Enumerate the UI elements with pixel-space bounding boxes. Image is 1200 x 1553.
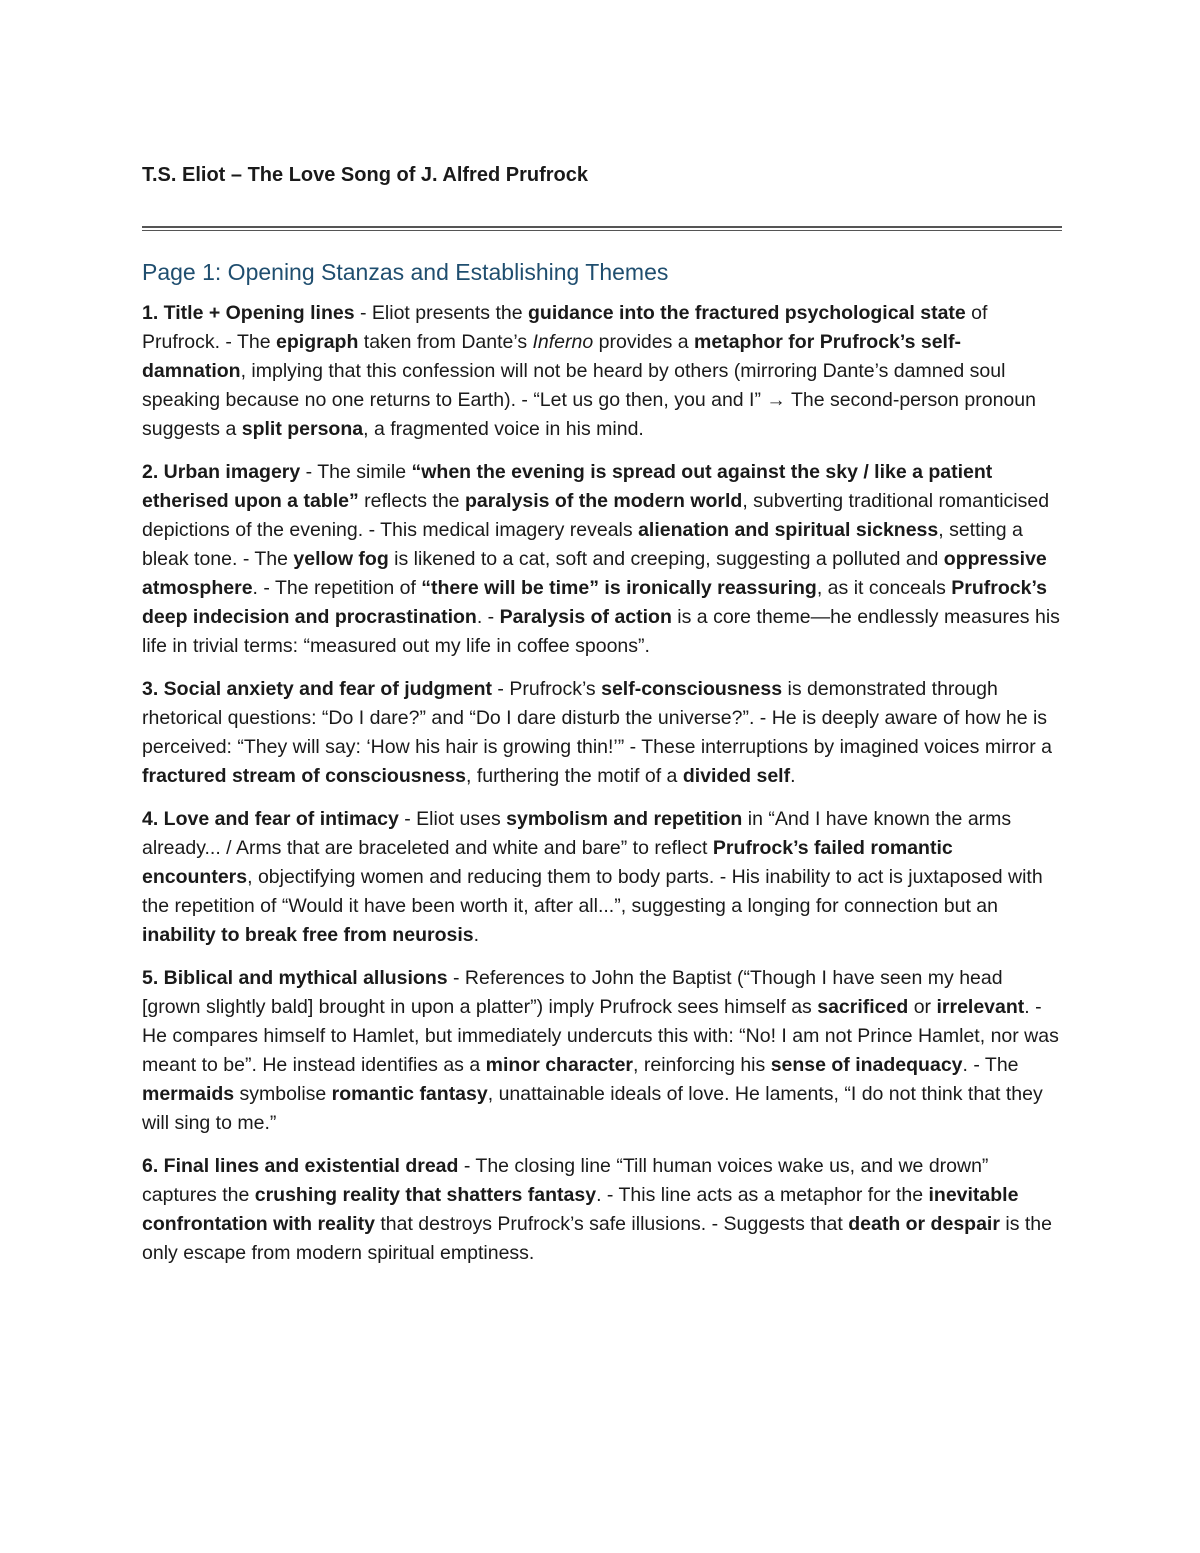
bold-text: minor character [485, 1054, 634, 1076]
text-run: - Prufrock’s [492, 678, 602, 700]
bold-text: crushing reality that shatters fantasy [254, 1184, 597, 1206]
paragraph-list [142, 299, 1062, 1268]
bold-text: “when the evening is spread out against the sky / like a patient etherised upon a table” [142, 461, 993, 512]
italic-text: Inferno [532, 331, 594, 353]
text-run: - References to John the Baptist (“Though I have seen my head [grown slightly bald] brought in upon a platter”) imply Prufrock sees himself as [142, 967, 1003, 1018]
text-run: . - He compares himself to Hamlet, but immediately undercuts this with: “No! I am not Prince Hamlet, nor was meant to be”. He instead identifies as a [142, 996, 1059, 1076]
document-title: T.S. Eliot – The Love Song of J. Alfred Prufrock [142, 164, 588, 186]
text-run: , unattainable ideals of love. He laments, “I do not think that they will sing to me.” [142, 1083, 1043, 1134]
text-run: . - The repetition of [252, 577, 422, 599]
paragraph [142, 805, 1062, 950]
text-run: - Eliot uses [398, 808, 507, 830]
bold-text: Prufrock’s deep indecision and procrastination [142, 577, 1047, 628]
bold-text: inability to break free from neurosis [142, 924, 474, 946]
text-run: , furthering the motif of a [466, 765, 683, 787]
text-run: , implying that this confession will not be heard by others (mirroring Dante’s damned soul speaking because no one returns to Earth). - “Let us go then, you and I” → The second-person pronoun suggests a [142, 360, 1036, 440]
text-run: , a fragmented voice in his mind. [363, 418, 644, 440]
bold-text: paralysis of the modern world [464, 490, 743, 512]
text-run: . [473, 924, 480, 946]
bold-text: romantic fantasy [331, 1083, 488, 1105]
text-run: , objectifying women and reducing them to body parts. - His inability to act is juxtaposed with the repetition of “Would it have been worth it, after all...”, suggesting a longing for connection but an [142, 866, 1043, 917]
bold-text: 5. Biblical and mythical allusions [142, 967, 448, 989]
bold-text: self-consciousness [601, 678, 783, 700]
text-run: - The closing line “Till human voices wake us, and we drown” captures the [142, 1155, 989, 1206]
bold-text: 6. Final lines and existential dread [142, 1155, 459, 1177]
horizontal-rule [142, 226, 1062, 231]
text-run: . - [476, 606, 500, 628]
bold-text: guidance into the fractured psychological state [528, 302, 966, 324]
bold-text: epigraph [276, 331, 359, 353]
text-run: reflects the [358, 490, 465, 512]
text-run: , as it conceals [816, 577, 952, 599]
paragraph [142, 458, 1062, 661]
text-run: . - This line acts as a metaphor for the [596, 1184, 929, 1206]
bold-text: divided self [682, 765, 791, 787]
bold-text: “there will be time” is ironically reassuring [421, 577, 817, 599]
bold-text: death or despair [848, 1213, 1000, 1235]
text-run: , subverting traditional romanticised depictions of the evening. - This medical imagery reveals [142, 490, 1050, 541]
text-run: , reinforcing his [633, 1054, 771, 1076]
text-run: - The simile [300, 461, 412, 483]
bold-text: inevitable confrontation with reality [142, 1184, 1019, 1235]
bold-text: sense of inadequacy [770, 1054, 963, 1076]
text-run: of Prufrock. - The [142, 302, 988, 353]
bold-text: Prufrock’s failed romantic encounters [142, 837, 953, 888]
bold-text: yellow fog [293, 548, 389, 570]
text-run: symbolise [234, 1083, 332, 1105]
bold-text: 4. Love and fear of intimacy [142, 808, 399, 830]
paragraph [142, 964, 1062, 1138]
paragraph [142, 299, 1062, 444]
text-run: that destroys Prufrock’s safe illusions. - Suggests that [374, 1213, 849, 1235]
text-run: is demonstrated through rhetorical questions: “Do I dare?” and “Do I dare disturb the universe?”. - He is deeply aware of how he is perceived: “They will say: ‘How his hair is growing thin!’” - These interruptions by imagined voices mirror a [142, 678, 1052, 758]
bold-text: 3. Social anxiety and fear of judgment [142, 678, 493, 700]
bold-text: Paralysis of action [499, 606, 672, 628]
bold-text: alienation and spiritual sickness [638, 519, 939, 541]
text-run: provides a [593, 331, 695, 353]
text-run: or [908, 996, 937, 1018]
bold-text: fractured stream of consciousness [142, 765, 467, 787]
bold-text: 2. Urban imagery [142, 461, 301, 483]
text-run: taken from Dante’s [358, 331, 533, 353]
text-run: in “And I have known the arms already... / Arms that are braceleted and white and bare” to reflect [142, 808, 1012, 859]
bold-text: sacrificed [817, 996, 909, 1018]
paragraph [142, 1152, 1062, 1268]
text-run: is the only escape from modern spiritual emptiness. [142, 1213, 1052, 1264]
text-run: is a core theme—he endlessly measures his life in trivial terms: “measured out my life in coffee spoons”. [142, 606, 1060, 657]
bold-text: symbolism and repetition [506, 808, 743, 830]
document-page [142, 162, 1062, 1268]
bold-text: metaphor for Prufrock’s self-damnation [142, 331, 961, 382]
text-run: is likened to a cat, soft and creeping, suggesting a polluted and [388, 548, 944, 570]
bold-text: mermaids [142, 1083, 235, 1105]
paragraph [142, 675, 1062, 791]
text-run: , setting a bleak tone. - The [142, 519, 1023, 570]
bold-text: irrelevant [936, 996, 1025, 1018]
bold-text: split persona [241, 418, 364, 440]
bold-text: oppressive atmosphere [142, 548, 1047, 599]
text-run: . - The [962, 1054, 1019, 1076]
text-run: . [790, 765, 796, 787]
section-heading: Page 1: Opening Stanzas and Establishing Themes [142, 259, 669, 285]
text-run: - Eliot presents the [354, 302, 528, 324]
bold-text: 1. Title + Opening lines [142, 302, 355, 324]
